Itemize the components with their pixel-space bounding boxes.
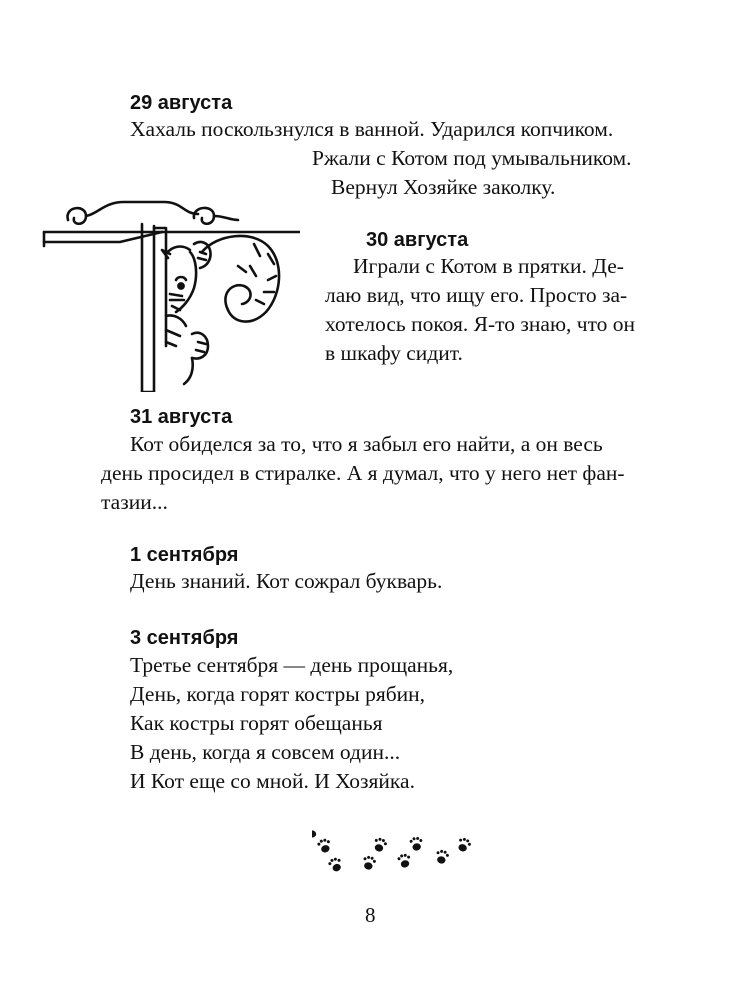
entry-date-sep1: 1 сентября xyxy=(130,544,239,566)
entry-date-aug30: 30 августа xyxy=(366,229,469,251)
entry-line: И Кот еще со мной. И Хозяйка. xyxy=(130,769,415,793)
entry-line: лаю вид, что ищу его. Просто за- xyxy=(325,283,628,307)
poem-line: День, когда горят костры рябин, xyxy=(130,682,426,706)
entry-line: Хахаль поскользнулся в ванной. Ударился копчиком. xyxy=(130,117,614,141)
poem-line: В день, когда я совсем один... xyxy=(130,740,401,764)
entry-line: тазии... xyxy=(101,490,168,514)
paw-prints-icon xyxy=(312,830,482,880)
poem-line: Как костры горят обещанья xyxy=(130,711,383,735)
cat-hiding-behind-wardrobe-icon xyxy=(42,196,300,392)
entry-line: Вернул Хозяйке заколку. xyxy=(331,175,556,199)
page-number: 8 xyxy=(365,903,376,927)
entry-line: Кот обиделся за то, что я забыл его найти, а он весь xyxy=(130,432,603,456)
poem-line: Третье сентября — день прощанья, xyxy=(130,653,454,677)
entry-date-aug31: 31 августа xyxy=(130,406,233,428)
entry-line: день просидел в стиралке. А я думал, что у него нет фан- xyxy=(101,461,625,485)
entry-line: День знаний. Кот сожрал букварь. xyxy=(130,569,443,593)
entry-line: Играли с Котом в прятки. Де- xyxy=(353,254,624,278)
entry-date-aug29: 29 августа xyxy=(130,92,233,114)
entry-line: Ржали с Котом под умывальником. xyxy=(312,146,632,170)
entry-line: хотелось покоя. Я-то знаю, что он xyxy=(325,312,636,336)
entry-line: в шкафу сидит. xyxy=(325,341,463,365)
entry-date-sep3: 3 сентября xyxy=(130,627,239,649)
